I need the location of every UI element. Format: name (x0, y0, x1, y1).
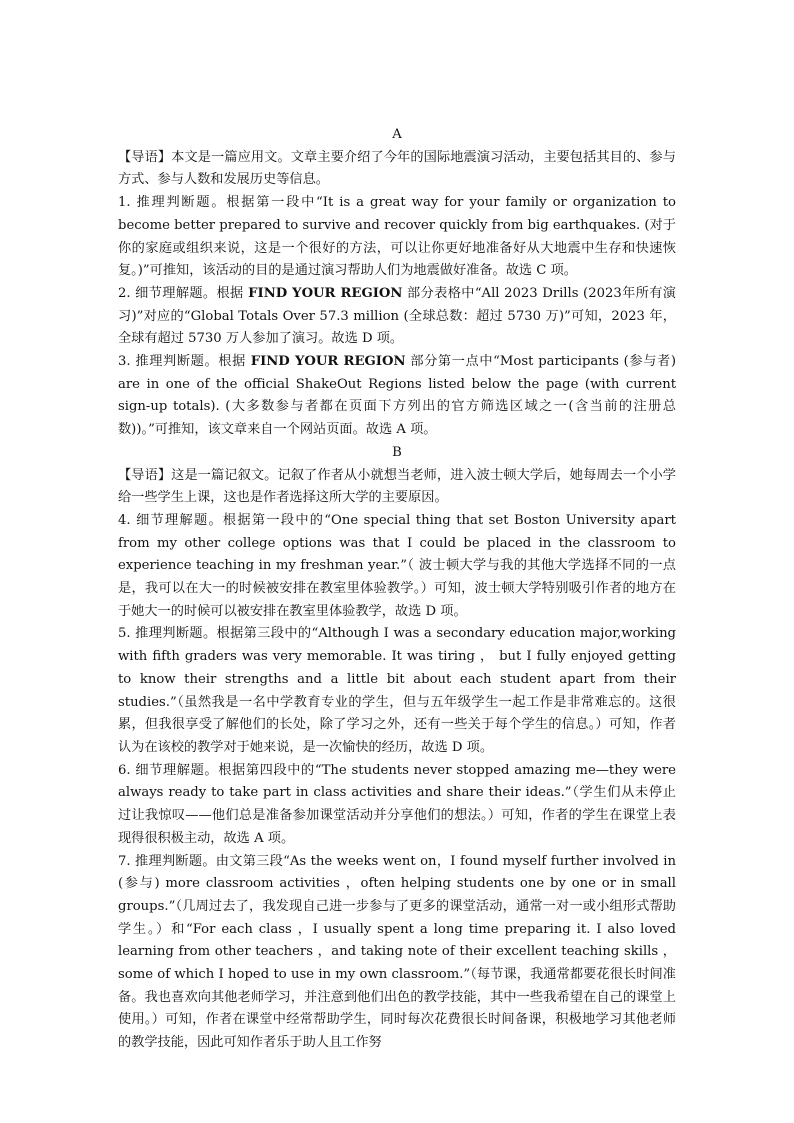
answer-7: 7. 推理判断题。由文第三段“As the weeks went on，I found myself further involved in (参与) more classroom activities ，often helping students one by one or in small groups.”（几周过去了，我发现自己进一步参与了更多的课堂活动，通常一对一或小组形式帮助学生。）和“For each class ，I usually spent a long time preparing it. I also loved learning from other teachers ，and taking note of their excellent teaching skills ，some of which I hoped to use in my own classroom.”（每节课，我通常都要花很长时间准备。我也喜欢向其他老师学习，并注意到他们出色的教学技能，其中一些我希望在自己的课堂上使用。）可知，作者在课堂中经常帮助学生，同时每次花费很长时间备课，积极地学习其他老师的教学技能，因此可知作者乐于助人且工作努 (118, 853, 676, 1051)
answer-3-post: 部分第一点中“Most participants (参与者) are in one of the official ShakeOut Regions listed below the page (with current sign-up totals). (大多数参与者都在页面下方列出的官方筛选区域之一(含当前的注册总数))。”可推知，该文章来自一个网站页面。故选 A 项。 (118, 354, 676, 438)
section-b-intro: 【导语】这是一篇记叙文。记叙了作者从小就想当老师，进入波士顿大学后，她每周去一个小学给一些学生上课，这也是作者选择这所大学的主要原因。 (118, 467, 676, 506)
document-content (118, 124, 676, 1055)
answer-1: 1. 推理判断题。根据第一段中“It is a great way for your family or organization to become better prepared to survive and recover quickly from big earthquakes. (对于你的家庭或组织来说，这是一个很好的方法，可以让你更好地准备好从大地震中生存和快速恢复。)”可推知，该活动的目的是通过演习帮助人们为地震做好准备。故选 C 项。 (118, 195, 676, 279)
section-b-title: B (392, 444, 402, 460)
answer-2-bold: FIND YOUR REGION (248, 285, 403, 301)
answer-5: 5. 推理判断题。根据第三段中的“Although I was a secondary education major,working with fifth graders was very memorable. It was tiring ， but I fully enjoyed getting to know their strengths and a little bit about each student apart from their studies.”（虽然我是一名中学教育专业的学生，但与五年级学生一起工作是非常难忘的。这很累，但我很享受了解他们的长处，除了学习之外，还有一些关于每个学生的信息。）可知，作者认为在该校的教学对于她来说，是一次愉快的经历，故选 D 项。 (118, 626, 676, 755)
answer-3-bold: FIND YOUR REGION (250, 354, 406, 370)
answer-2-post: 部分表格中“All 2023 Drills (2023年所有演习)”对应的“Global Totals Over 57.3 million (全球总数：超过 5730 万)”可知，2023 年，全球有超过 5730 万人参加了演习。故选 D 项。 (118, 285, 676, 347)
answer-4: 4. 细节理解题。根据第一段中的“One special thing that set Boston University apart from my other college options was that I could be placed in the classroom to experience teaching in my freshman year.”（ 波士顿大学与我的其他大学选择不同的一点是，我可以在大一的时候被安排在教室里体验教学。）可知，波士顿大学特别吸引作者的地方在于她大一的时候可以被安排在教室里体验教学，故选 D 项。 (118, 512, 676, 619)
answer-6: 6. 细节理解题。根据第四段中的“The students never stopped amazing me—they were always ready to take part in class activities and share their ideas.”（学生们从未停止过让我惊叹——他们总是准备参加课堂活动并分享他们的想法。）可知，作者的学生在课堂上表现得很积极主动，故选 A 项。 (118, 762, 676, 846)
answer-3 (118, 351, 676, 442)
answer-2-pre: 2. 细节理解题。根据 (118, 285, 249, 301)
answer-2 (118, 283, 676, 351)
section-a-title: A (392, 127, 402, 142)
section-a-intro: 【导语】本文是一篇应用文。文章主要介绍了今年的国际地震演习活动，主要包括其目的、参与方式、参与人数和发展历史等信息。 (118, 149, 676, 188)
answer-3-pre: 3. 推理判断题。根据 (118, 354, 251, 370)
